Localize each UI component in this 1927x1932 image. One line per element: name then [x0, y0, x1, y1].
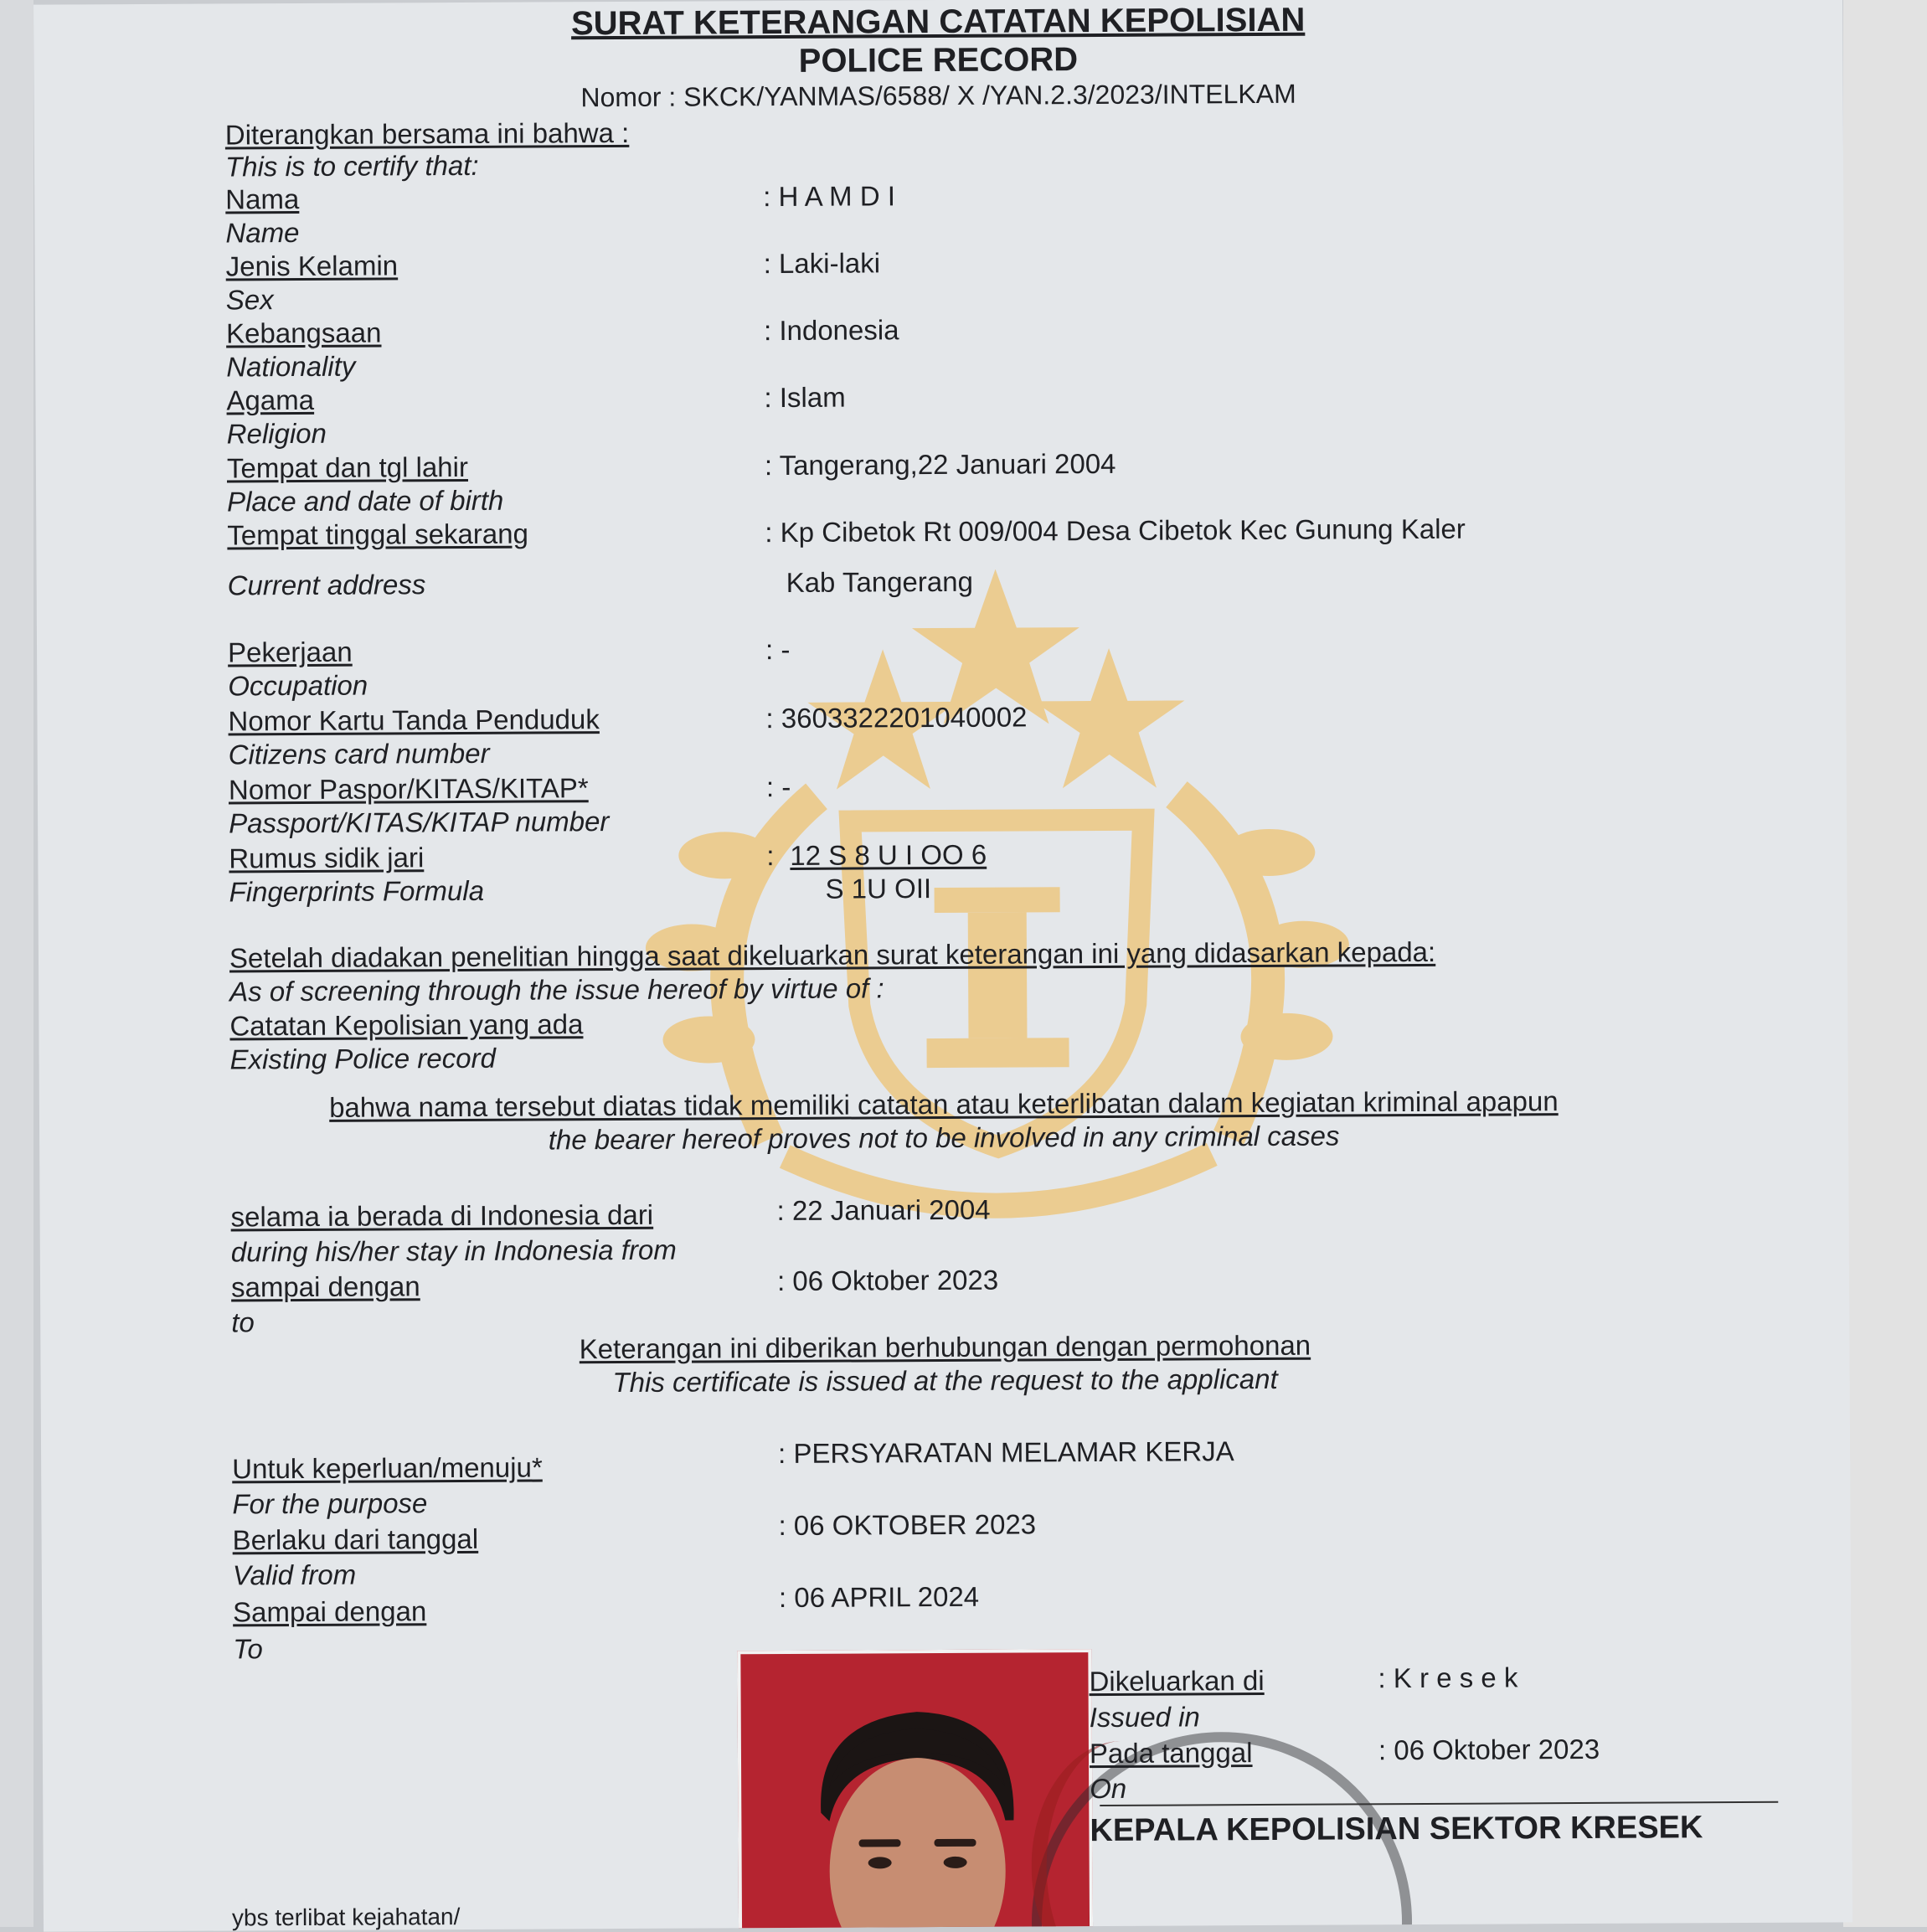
fingerprint-value: 12 S 8 U I OO 6 [790, 838, 987, 871]
background-right [1843, 0, 1927, 1927]
issued-on-label: Pada tanggal [1089, 1737, 1253, 1770]
passport-label: Nomor Paspor/KITAS/KITAP* [228, 772, 589, 806]
birth-label-en: Place and date of birth [227, 484, 504, 518]
religion-value: : Islam [764, 381, 846, 414]
existing-record-label: Catatan Kepolisian yang ada [229, 1008, 584, 1042]
sex-value: : Laki-laki [763, 247, 881, 280]
request-text-en: This certificate is issued at the request to the applicant [612, 1363, 1278, 1399]
stay-to-label-en: to [231, 1306, 255, 1338]
screening-text-en: As of screening through the issue hereof by virtue of : [229, 972, 884, 1007]
id-card-label: Nomor Kartu Tanda Penduduk [228, 703, 600, 737]
birth-label: Tempat dan tgl lahir [226, 451, 469, 484]
valid-from-label-en: Valid from [232, 1558, 357, 1591]
passport-label-en: Passport/KITAS/KITAP number [229, 806, 610, 839]
fingerprint-value-line2: S 1U OII [825, 873, 932, 904]
stay-to-value: : 06 Oktober 2023 [776, 1264, 999, 1297]
signatory-title: KEPALA KEPOLISIAN SEKTOR KRESEK [1090, 1810, 1703, 1849]
issued-on-label-en: On [1090, 1772, 1127, 1805]
fingerprint-label-en: Fingerprints Formula [229, 874, 485, 908]
issued-in-value: : K r e s e k [1378, 1662, 1518, 1694]
statement-text: bahwa nama tersebut diatas tidak memiliki catatan atau keterlibatan dalam kegiatan kriminal apapun [329, 1085, 1559, 1123]
purpose-label: Untuk keperluan/menuju* [232, 1451, 543, 1485]
religion-label-en: Religion [226, 417, 327, 450]
occupation-label-en: Occupation [228, 669, 368, 702]
name-label: Nama [225, 183, 300, 215]
occupation-label: Pekerjaan [227, 636, 353, 668]
fingerprint-colon: : [766, 840, 775, 872]
id-card-label-en: Citizens card number [228, 737, 490, 770]
passport-value: : - [765, 770, 791, 803]
existing-record-label-en: Existing Police record [229, 1042, 497, 1075]
nationality-label-en: Nationality [226, 350, 356, 383]
address-value-line2: Kab Tangerang [786, 565, 973, 598]
valid-until-value: : 06 APRIL 2024 [778, 1580, 980, 1614]
issued-in-label: Dikeluarkan di [1089, 1664, 1265, 1698]
document-subtitle: POLICE RECORD [798, 41, 1079, 80]
id-card-value: : 3603322201040002 [765, 701, 1028, 734]
issued-in-label-en: Issued in [1089, 1701, 1200, 1734]
request-text: Keterangan ini diberikan berhubungan dengan permohonan [579, 1329, 1311, 1365]
statement-text-en: the bearer hereof proves not to be involved in any criminal cases [548, 1120, 1340, 1156]
valid-until-label-en: To [233, 1633, 263, 1665]
nationality-value: : Indonesia [763, 314, 899, 347]
stay-to-label: sampai dengan [230, 1270, 420, 1303]
sex-label: Jenis Kelamin [225, 250, 399, 282]
purpose-value: : PERSYARATAN MELAMAR KERJA [777, 1435, 1234, 1470]
name-value: : H A M D I [763, 180, 896, 213]
occupation-value: : - [765, 633, 791, 666]
birth-value: : Tangerang,22 Januari 2004 [764, 447, 1116, 482]
screening-text: Setelah diadakan penelitian hingga saat dikeluarkan surat keterangan ini yang didasarkan kepada: [229, 935, 1436, 974]
fingerprint-label: Rumus sidik jari [229, 842, 425, 874]
valid-until-label: Sampai dengan [232, 1595, 427, 1628]
purpose-label-en: For the purpose [232, 1487, 428, 1520]
background-left [0, 0, 33, 1927]
name-label-en: Name [225, 216, 300, 249]
nationality-label: Kebangsaan [225, 317, 382, 349]
police-record-document [33, 0, 1852, 1932]
issued-on-value: : 06 Oktober 2023 [1378, 1733, 1600, 1766]
religion-label: Agama [226, 384, 315, 416]
document-number: Nomor : SKCK/YANMAS/6588/ X /YAN.2.3/2023/INTELKAM [580, 78, 1296, 113]
stay-from-label: selama ia berada di Indonesia dari [230, 1198, 654, 1233]
sex-label-en: Sex [225, 284, 274, 316]
address-value: : Kp Cibetok Rt 009/004 Desa Cibetok Kec Gunung Kaler [765, 513, 1466, 549]
document-title: SURAT KETERANGAN CATATAN KEPOLISIAN [570, 1, 1306, 43]
stay-from-label-en: during his/her stay in Indonesia from [230, 1234, 677, 1268]
stay-from-value: : 22 Januari 2004 [776, 1193, 991, 1227]
footnote-text: ybs terlibat kejahatan/ [231, 1904, 461, 1931]
intro-text-en: This is to certify that: [224, 149, 479, 183]
valid-from-label: Berlaku dari tanggal [232, 1522, 479, 1556]
address-label-en: Current address [227, 569, 426, 601]
intro-text: Diterangkan bersama ini bahwa : [224, 116, 630, 151]
valid-from-value: : 06 OKTOBER 2023 [778, 1508, 1037, 1542]
address-label: Tempat tinggal sekarang [227, 518, 528, 551]
